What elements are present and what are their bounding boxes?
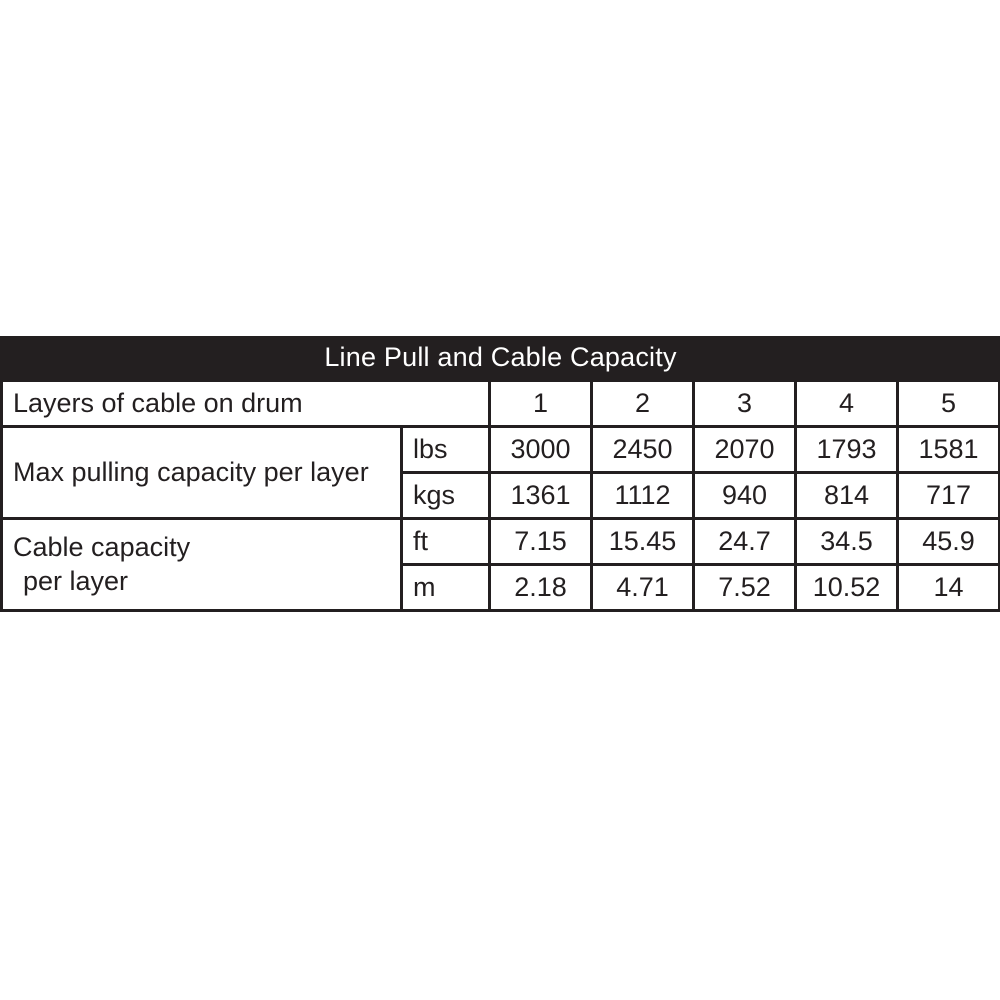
cell-kgs-layer-4: 814 — [796, 473, 898, 519]
column-header-layer-2: 2 — [592, 381, 694, 427]
column-header-layer-3: 3 — [694, 381, 796, 427]
table-header-row — [2, 381, 1000, 427]
cell-m-layer-2: 4.71 — [592, 565, 694, 611]
cell-ft-layer-2: 15.45 — [592, 519, 694, 565]
row-label-line-1: Cable capacity — [13, 531, 191, 562]
cell-m-layer-5: 14 — [898, 565, 1000, 611]
unit-kgs: kgs — [402, 473, 490, 519]
cell-kgs-layer-1: 1361 — [490, 473, 592, 519]
unit-lbs: lbs — [402, 427, 490, 473]
cell-lbs-layer-3: 2070 — [694, 427, 796, 473]
cell-ft-layer-1: 7.15 — [490, 519, 592, 565]
cell-m-layer-3: 7.52 — [694, 565, 796, 611]
table-title-row — [2, 336, 1000, 381]
row-label-max-pulling-capacity — [2, 427, 402, 519]
row-label-line-1: Max pulling capacity per — [13, 456, 303, 487]
cell-lbs-layer-5: 1581 — [898, 427, 1000, 473]
cell-lbs-layer-1: 3000 — [490, 427, 592, 473]
cell-ft-layer-4: 34.5 — [796, 519, 898, 565]
unit-m: m — [402, 565, 490, 611]
unit-ft: ft — [402, 519, 490, 565]
table-row — [2, 519, 1000, 565]
line-pull-cable-capacity-table — [0, 336, 1000, 612]
column-header-layer-5: 5 — [898, 381, 1000, 427]
row-label-line-2: layer — [310, 456, 369, 487]
cell-kgs-layer-2: 1112 — [592, 473, 694, 519]
spec-table — [0, 336, 1000, 612]
cell-m-layer-4: 10.52 — [796, 565, 898, 611]
cell-kgs-layer-5: 717 — [898, 473, 1000, 519]
cell-ft-layer-3: 24.7 — [694, 519, 796, 565]
column-header-layer-1: 1 — [490, 381, 592, 427]
cell-m-layer-1: 2.18 — [490, 565, 592, 611]
cell-lbs-layer-2: 2450 — [592, 427, 694, 473]
row-label-line-2: per layer — [23, 565, 129, 596]
table-title: Line Pull and Cable Capacity — [2, 336, 1000, 381]
cell-kgs-layer-3: 940 — [694, 473, 796, 519]
cell-ft-layer-5: 45.9 — [898, 519, 1000, 565]
row-label-cable-capacity — [2, 519, 402, 611]
table-row — [2, 427, 1000, 473]
header-label-layers: Layers of cable on drum — [2, 381, 490, 427]
column-header-layer-4: 4 — [796, 381, 898, 427]
cell-lbs-layer-4: 1793 — [796, 427, 898, 473]
